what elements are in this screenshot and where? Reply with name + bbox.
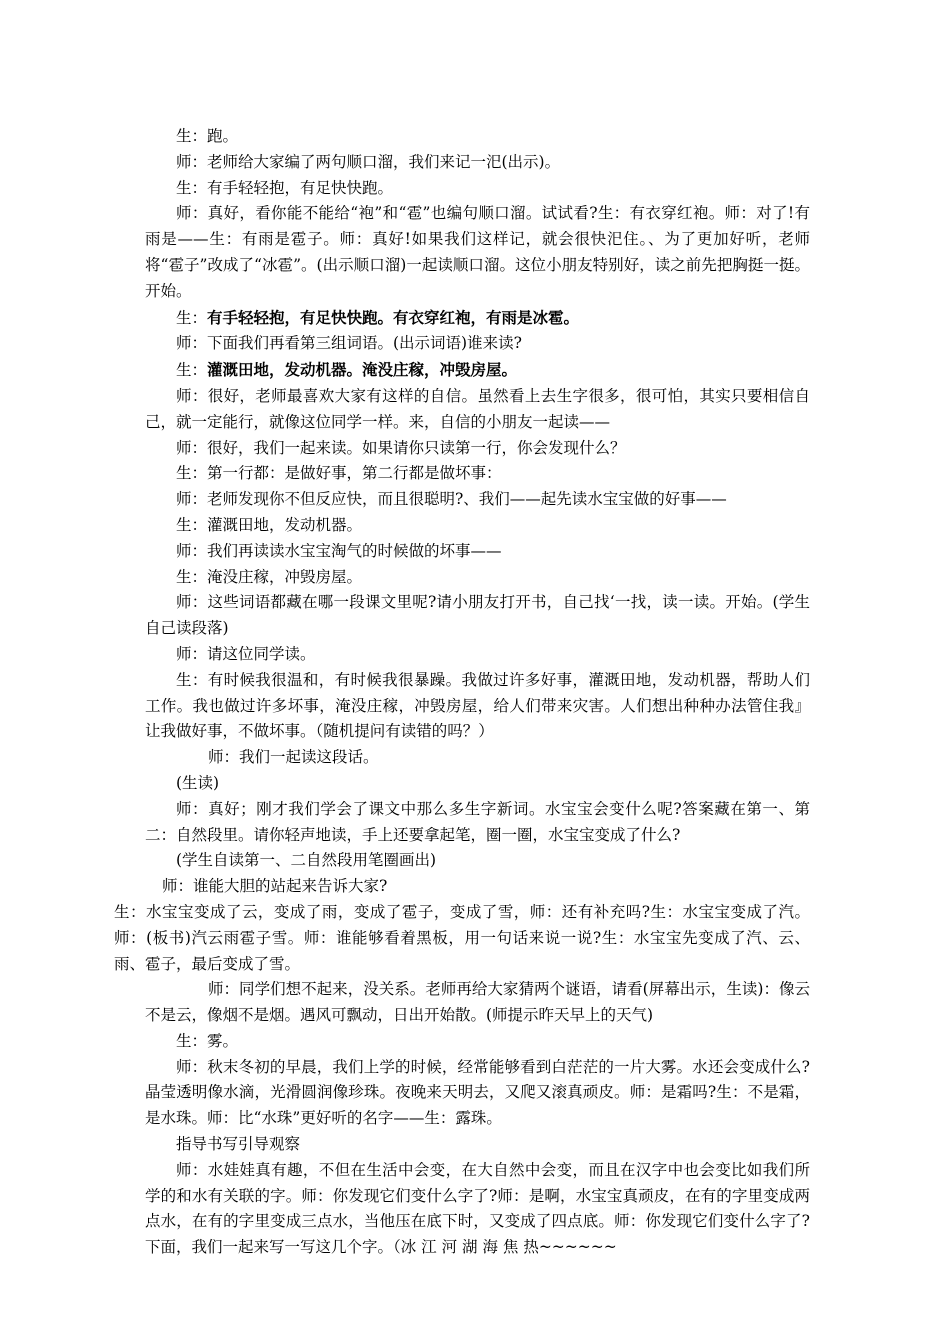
paragraph: 师：很好，我们一起来读。如果请你只读第一行，你会发现什么？ [176,438,626,457]
paragraph-bold-response [145,305,810,332]
paragraph: 生：雾。 [176,1031,239,1050]
paragraph: (学生自读第一、二自然段用笔圈画出) [176,851,437,870]
paragraph: 生：淹没庄稼，冲毁房屋。 [176,567,363,586]
paragraph: 师：这些词语都藏在哪一段课文里呢?请小朋友打开书，自己找‘一找，读一读。开始。(学生自己读段落) [145,593,810,638]
paragraph: 师：老师发现你不但反应快，而且很聪明?、我们——起先读水宝宝做的好事—— [176,490,727,509]
paragraph: 师：谁能大胆的站起来告诉大家? [162,877,388,896]
lesson-transcript [114,124,810,1261]
paragraph: 师：同学们想不起来，没关系。老师再给大家猜两个谜语，请看(屏幕出示，生读)：像云不是云，像烟不是烟。遇风可飘动，日出开始散。(师提示昨天早上的天气) [145,980,810,1025]
paragraph-bold-response [145,357,810,384]
paragraph: 师：下面我们再看第三组词语。(出示词语)谁来读? [176,334,522,353]
paragraph: 生：跑。 [176,127,239,145]
paragraph: 师：请这位同学读。 [176,644,316,663]
paragraph: 师：秋末冬初的早晨，我们上学的时候，经常能够看到白茫茫的一片大雾。水还会变成什么?晶莹透明像水滴，光滑圆润像珍珠。夜晚来天明去，又爬又滚真顽皮。师：是霜吗?生：不是霜，是水珠。师：比“水珠”更好听的名字——生：露珠。 [145,1057,810,1128]
paragraph: 生：有手轻轻抱，有足快快跑。 [176,178,394,197]
paragraph: 师：很好，老师最喜欢大家有这样的自信。虽然看上去生字很多，很可怕，其实只要相信自己，就一定能行，就像这位同学一样。来，自信的小朋友一起读—— [145,386,810,431]
paragraph: 师：我们再读读水宝宝淘气的时候做的坏事—— [176,541,502,560]
section-heading: 指导书写引导观察 [176,1135,301,1154]
paragraph: 师：真好，看你能不能给“袍”和“雹”也编句顺口溜。试试看?生：有衣穿红袍。师：对了!有雨是——生：有雨是雹子。师：真好!如果我们这样记，就会很快汜住。、为了更加好听，老师将“雹子”改成了“冰雹”。(出示顺口溜)一起读顺口溜。这位小朋友特别好，读之前先把胸挺一挺。开始。 [145,204,810,300]
paragraph: 生：灌溉田地，发动机器。 [176,515,363,534]
paragraph: 师：水娃娃真有趣，不但在生活中会变，在大自然中会变，而且在汉字中也会变比如我们所学的和水有关联的字。师：你发现它们变什么字了?师：是啊，水宝宝真顽皮，在有的字里变成两点水，在有的字里变成三点水，当他压在底下时，又变成了四点底。师：你发现它们变什么字了?下面，我们一起来写一写这几个字。（冰 江 河 湖 海 焦 热~~~~~~ [145,1160,810,1257]
paragraph: 师：老师给大家编了两句顺口溜，我们来记一汜(出示)。 [176,152,561,171]
paragraph: 生：有时候我很温和，有时候我很暴躁。我做过许多好事，灌溉田地，发动机器，帮助人们工作。我也做过许多坏事，淹没庄稼，冲毁房屋，给人们带来灾害。人们想出种种办法管住我』让我做好事，不做坏事。（随机提问有读错的吗？） [145,670,810,741]
bold-text: 灌溉田地，发动机器。淹没庄稼，冲毁房屋。 [207,360,518,380]
speaker-label: 生： [176,308,208,327]
paragraph: 生：水宝宝变成了云，变成了雨，变成了雹子，变成了雪，师：还有补充吗?生：水宝宝变成了汽。师：(板书)汽云雨雹子雪。师：谁能够看着黑板，用一句话来说一说?生：水宝宝先变成了汽、云、雨、雹子，最后变成了雪。 [114,902,810,973]
speaker-label: 生： [176,361,208,380]
paragraph: 师：我们一起读这段话。 [208,748,379,767]
bold-text: 有手轻轻抱，有足快快跑。有衣穿红袍，有雨是冰雹。 [207,307,580,327]
paragraph: 师：真好；刚才我们学会了课文中那么多生字新词。水宝宝会变什么呢?答案藏在第一、第二：自然段里。请你轻声地读，手上还要拿起笔，圈一圈，水宝宝变成了什么? [145,799,810,844]
paragraph: (生读) [176,773,220,792]
paragraph: 生：第一行都：是做好事，第二行都是做坏事： [176,464,502,483]
